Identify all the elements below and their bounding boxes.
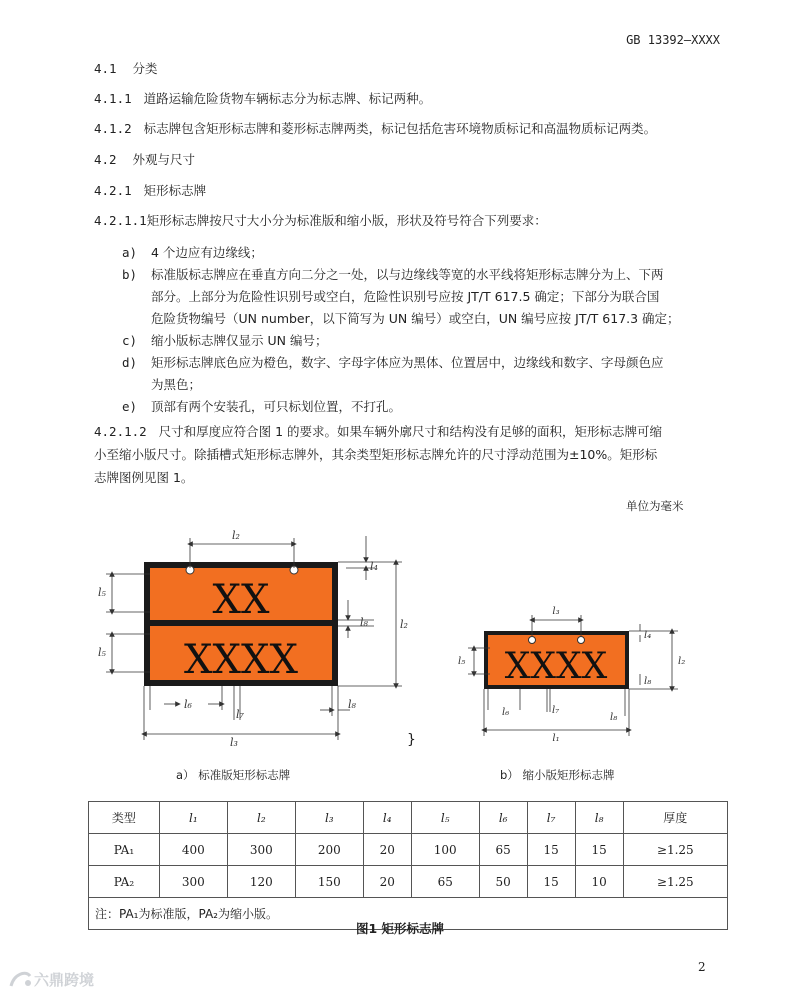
clause-4-1-1 [94, 90, 431, 108]
header-cell: l₃ [295, 802, 363, 834]
table-cell: 50 [479, 866, 527, 898]
mount-hole-left [529, 637, 536, 644]
small-dim-l6: l₆ [502, 707, 510, 718]
section-4-2 [94, 151, 195, 169]
clause-line-1: 尺寸和厚度应符合图 1 的要求。如果车辆外廓尺寸和结构没有足够的面积，矩形标志牌可缩 [158, 424, 663, 439]
small-plate-figure [450, 600, 700, 745]
small-dim-l7: l₇ [552, 705, 560, 716]
list-item-b [151, 264, 726, 330]
table-cell: ≥1.25 [623, 834, 727, 866]
clause-text: 矩形标志牌按尺寸大小分为标准版和缩小版，形状及符号符合下列要求： [146, 213, 547, 228]
table-header-row [89, 802, 728, 834]
table-cell: 150 [295, 866, 363, 898]
table-cell: 120 [227, 866, 295, 898]
dim-l4: l₄ [370, 560, 378, 573]
small-dim-l8: l₈ [644, 676, 652, 687]
table-cell: 300 [159, 866, 227, 898]
list-item-d [151, 352, 726, 396]
list-item-c [151, 330, 726, 352]
dim-l5-lower: l₅ [98, 646, 106, 659]
caption-small-plate: b） 缩小版矩形标志牌 [500, 768, 615, 782]
table-cell: 65 [411, 866, 479, 898]
clause-number: 4.2.1.1 [94, 213, 147, 228]
section-number: 4.1 [94, 61, 117, 76]
dim-l6: l₆ [184, 698, 192, 711]
section-title: 分类 [132, 61, 158, 76]
table-cell: 15 [575, 834, 623, 866]
header-cell: 类型 [89, 802, 160, 834]
mount-hole-right [578, 637, 585, 644]
list-line: 矩形标志牌底色应为橙色，数字、字母字体应为黑体、位置居中，边缘线和数字、字母颜色应 [151, 355, 664, 370]
list-item-a [151, 242, 726, 264]
caption-standard-plate: a） 标准版矩形标志牌 [176, 768, 291, 782]
clause-4-1-2 [94, 120, 656, 138]
un-number-code: XXXX [184, 637, 298, 683]
dim-l3: l₃ [230, 736, 238, 749]
header-cell: l₄ [363, 802, 411, 834]
list-line: 部分。上部分为危险性识别号或空白，危险性识别号应按 JT/T 617.5 确定；下部分为联合国 [151, 289, 660, 304]
table-row [89, 834, 728, 866]
clause-number: 4.2.1 [94, 183, 132, 198]
watermark-logo-icon [8, 968, 34, 990]
clause-text: 标志牌包含矩形标志牌和菱形标志牌两类，标记包括危害环境物质标记和高温物质标记两类。 [143, 121, 657, 136]
list-marker-d: d) [122, 355, 138, 370]
header-cell: l₇ [527, 802, 575, 834]
clause-number: 4.1.1 [94, 91, 132, 106]
table-cell: 300 [227, 834, 295, 866]
dim-l2-top: l₂ [232, 529, 240, 542]
table-cell: 100 [411, 834, 479, 866]
small-dim-l5: l₅ [458, 656, 466, 667]
dim-l8: l₈ [360, 616, 368, 629]
clause-number: 4.1.2 [94, 121, 132, 136]
list-line: 缩小版标志牌仅显示 UN 编号； [151, 333, 328, 348]
clause-title: 矩形标志牌 [143, 183, 207, 198]
small-un-number-code: XXXX [504, 646, 608, 687]
watermark [8, 968, 94, 990]
small-dim-l8-bottom: l₈ [610, 712, 618, 723]
header-cell: l₁ [159, 802, 227, 834]
header-cell: l₈ [575, 802, 623, 834]
dim-l5-upper: l₅ [98, 586, 106, 599]
section-4-1 [94, 60, 158, 78]
small-dim-l4: l₄ [644, 630, 652, 641]
clause-4-2-1-1 [94, 212, 547, 230]
list-marker-a: a) [122, 245, 138, 260]
header-cell: l₂ [227, 802, 295, 834]
list-marker-c: c) [122, 333, 138, 348]
clause-line-3: 志牌图例见图 1。 [94, 470, 194, 485]
table-cell: ≥1.25 [623, 866, 727, 898]
table-cell: 10 [575, 866, 623, 898]
dim-l8-bottom: l₈ [348, 698, 356, 711]
stray-brace: } [407, 732, 416, 748]
figure-caption: 图1 矩形标志牌 [356, 921, 445, 936]
clause-number: 4.2.1.2 [94, 424, 147, 439]
small-dim-l3: l₃ [552, 606, 560, 617]
section-number: 4.2 [94, 152, 117, 167]
clause-text: 道路运输危险货物车辆标志分为标志牌、标记两种。 [143, 91, 432, 106]
header-cell: l₆ [479, 802, 527, 834]
header-cell: 厚度 [623, 802, 727, 834]
table-cell: 65 [479, 834, 527, 866]
table-cell: 400 [159, 834, 227, 866]
table-row [89, 866, 728, 898]
table-cell: 15 [527, 866, 575, 898]
clause-line-2: 小至缩小版尺寸。除插槽式矩形标志牌外，其余类型矩形标志牌允许的尺寸浮动范围为±10%。矩形标 [94, 447, 658, 462]
list-line: 顶部有两个安装孔，可只标划位置，不打孔。 [151, 399, 402, 414]
table-cell: 20 [363, 834, 411, 866]
dim-l7: l₇ [236, 708, 244, 721]
table-cell: 200 [295, 834, 363, 866]
page-number: 2 [698, 960, 706, 974]
table-cell: 20 [363, 866, 411, 898]
table-cell: PA₂ [89, 866, 160, 898]
list-marker-e: e) [122, 399, 138, 414]
clause-4-2-1-2 [94, 420, 734, 489]
small-dim-l1: l₁ [552, 733, 560, 744]
hazard-id-code: XX [212, 577, 270, 623]
clause-4-2-1 [94, 182, 206, 200]
header-cell: l₅ [411, 802, 479, 834]
dim-l2-right: l₂ [400, 618, 408, 631]
section-title: 外观与尺寸 [132, 152, 195, 167]
watermark-text: 六鼎跨境 [34, 970, 95, 989]
list-item-e [151, 396, 726, 418]
list-marker-b: b) [122, 267, 138, 282]
dimension-table [88, 801, 728, 930]
standard-plate-figure [84, 520, 424, 760]
table-note: 注：PA₁为标准版，PA₂为缩小版。 [89, 898, 728, 930]
list-line: 4 个边应有边缘线； [151, 245, 263, 260]
small-dim-l2: l₂ [678, 656, 686, 667]
standard-number: GB 13392—XXXX [626, 33, 720, 47]
list-line: 为黑色； [151, 377, 202, 392]
table-cell: 15 [527, 834, 575, 866]
table-cell: PA₁ [89, 834, 160, 866]
unit-note: 单位为毫米 [626, 499, 684, 513]
list-line: 标准版标志牌应在垂直方向二分之一处，以与边缘线等宽的水平线将矩形标志牌分为上、下两 [151, 267, 664, 282]
list-line: 危险货物编号（UN number，以下简写为 UN 编号）或空白，UN 编号应按 JT/T 617.3 确定； [151, 311, 680, 326]
